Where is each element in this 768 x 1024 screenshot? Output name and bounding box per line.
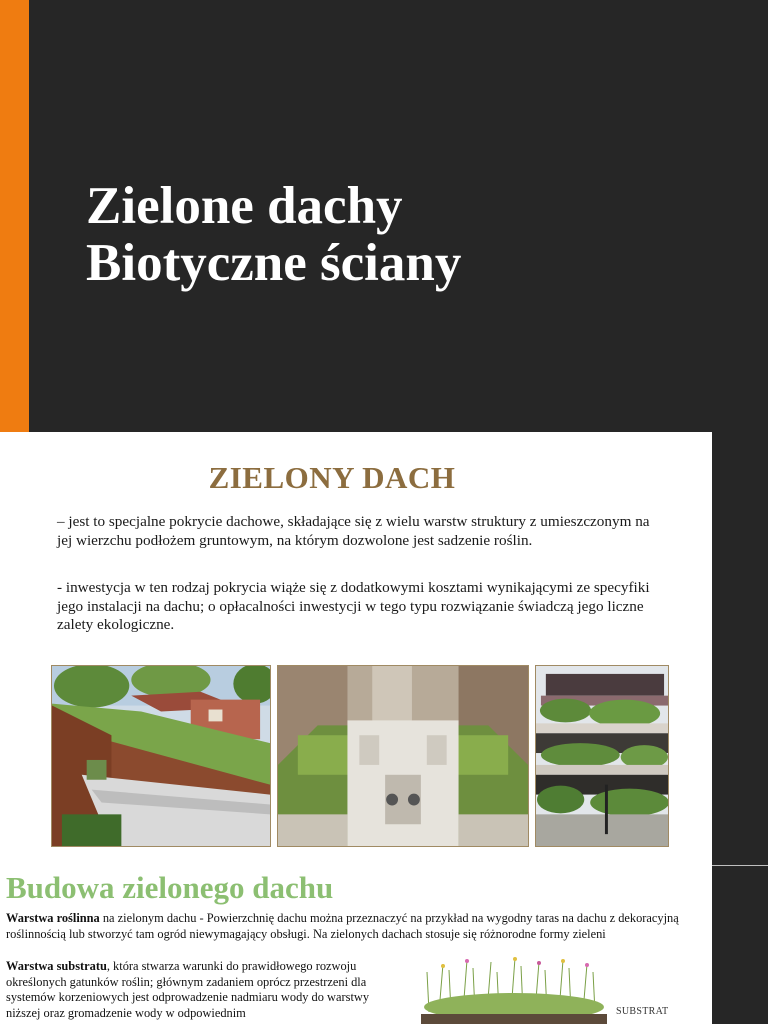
- substrate-layer-paragraph: [6, 959, 406, 1021]
- green-roof-slide: [0, 432, 712, 866]
- slide-title: [86, 178, 461, 292]
- terraced-green-building-photo: [535, 665, 669, 847]
- title-line-1: Zielone dachy: [86, 177, 403, 235]
- title-line-2: Biotyczne ściany: [86, 234, 462, 292]
- green-roof-towers-photo: [277, 665, 529, 847]
- substrate-layer-term: Warstwa substratu: [6, 959, 107, 973]
- substrate-layer-text: , która stwarza warunki do prawidłowego rozwoju określonych gatunków roślin; głównym zadaniem oprócz przestrzeni dla systemów korzeniowych jest odprowadzenie nadmiaru wody do warstwy niższej oraz gromadzenie wody w odpowiednim: [6, 959, 370, 1020]
- accent-bar: [0, 0, 29, 432]
- vegetation-layer-text: na zielonym dachu - Powierzchnię dachu można przeznaczyć na przykład na wygodny taras na dachu z dekoracyjną roślinnością lub stworzyć tam ogród niewymagający obsługi. Na zielonych dachach stosuje się różnorodne formy zieleni: [6, 911, 679, 941]
- structure-heading: Budowa zielonego dachu: [6, 870, 334, 905]
- section-heading: ZIELONY DACH: [208, 460, 456, 495]
- title-slide: [0, 0, 768, 432]
- substrate-layer-label: SUBSTRAT: [616, 1006, 669, 1017]
- definition-paragraph: – jest to specjalne pokrycie dachowe, składające się z wielu warstw struktury z umieszczonym na jej wierzchu podłożem gruntowym, na którym dozwolone jest sadzenie roślin.: [57, 513, 650, 549]
- side-panel: [712, 432, 768, 1024]
- roof-structure-slide: [0, 866, 712, 1024]
- side-divider: [712, 865, 768, 866]
- vegetation-layer-term: Warstwa roślinna: [6, 911, 100, 925]
- vegetation-layer-paragraph: [6, 911, 696, 942]
- green-roof-house-photo: [51, 665, 271, 847]
- plant-layer-illustration: [419, 952, 609, 1024]
- investment-paragraph: - inwestycja w ten rodzaj pokrycia wiąże się z dodatkowymi kosztami wynikającymi ze specyfiki jego instalacji na dachu; o opłacalności inwestycji w tego typu rozwiązanie świadczą jego liczne zalety ekologiczne.: [57, 579, 650, 633]
